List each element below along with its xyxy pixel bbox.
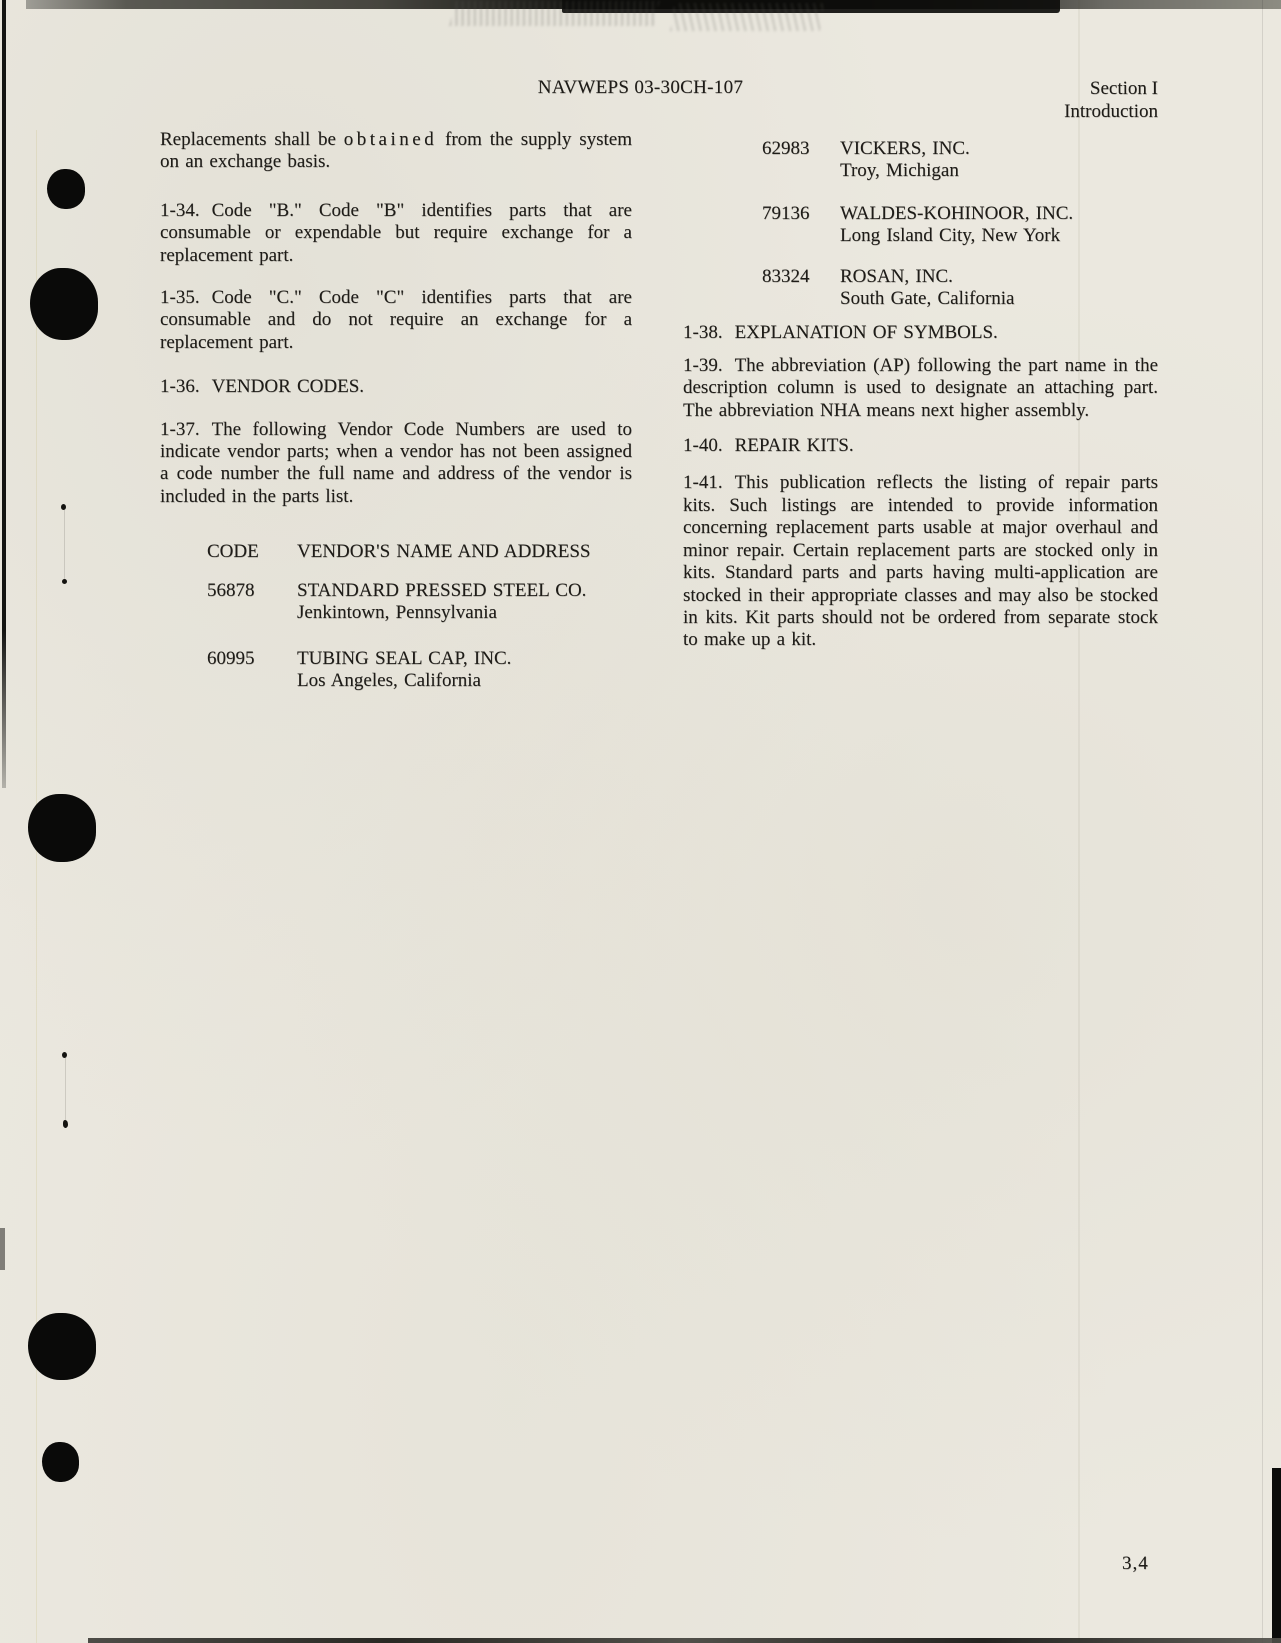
paragraph-text: The following Vendor Code Numbers are used to indicate vendor parts; when a vendor has not been assigned a code number the full name and address of the vendor is included in the parts list. xyxy=(160,418,632,507)
scan-edge-right xyxy=(1272,1468,1281,1643)
hole-punch xyxy=(42,1442,79,1482)
paragraph-text: The abbreviation (AP) following the part name in the description column is used to designate an attaching part. The abbreviation NHA means next higher assembly. xyxy=(683,354,1158,421)
vendor-address: South Gate, California xyxy=(840,288,1015,310)
paragraph-1-39 xyxy=(683,355,1158,422)
paragraph-1-35 xyxy=(160,287,632,354)
vendor-name-address xyxy=(840,138,1158,183)
vendor-table-right xyxy=(683,138,1158,310)
pencil-smudge xyxy=(449,1,659,26)
vendor-code: 79136 xyxy=(762,202,810,224)
heading-text: REPAIR KITS. xyxy=(734,435,854,457)
paragraph-1-34 xyxy=(160,200,632,267)
scratch-line xyxy=(65,1058,66,1124)
document-number: NAVWEPS 03-30CH-107 xyxy=(537,77,744,98)
heading-number: 1-40. xyxy=(683,435,723,457)
vendor-address: Jenkintown, Pennsylvania xyxy=(297,602,497,624)
right-column xyxy=(683,129,1158,652)
vendor-row xyxy=(683,138,1158,183)
scan-edge-left-dash xyxy=(0,1228,5,1270)
left-column xyxy=(160,129,632,692)
section-title: Section I xyxy=(1089,78,1158,99)
vendor-name-address xyxy=(297,648,632,693)
vendor-code: 56878 xyxy=(207,579,255,601)
scan-edge-bottom xyxy=(88,1638,1281,1643)
scan-edge-left xyxy=(2,0,6,788)
paragraph-number: 1-35. xyxy=(160,287,200,309)
vendor-address: Los Angeles, California xyxy=(297,669,481,691)
heading-text: EXPLANATION OF SYMBOLS. xyxy=(734,322,998,344)
heading-1-40 xyxy=(683,435,1158,457)
paragraph-text: Code "B." Code "B" identifies parts that are consumable or expendable but require exchange for a replacement part. xyxy=(160,199,632,266)
pencil-smudge xyxy=(670,3,824,31)
paragraph-number: 1-34. xyxy=(160,199,200,221)
vendor-name: WALDES-KOHINOOR, INC. xyxy=(840,202,1074,224)
hole-punch xyxy=(28,1313,96,1380)
vendor-name: ROSAN, INC. xyxy=(840,265,953,287)
vendor-row xyxy=(160,580,632,625)
vendor-row xyxy=(683,266,1158,311)
paper-crease xyxy=(36,130,37,1643)
vendor-code: 62983 xyxy=(762,138,810,159)
vendor-address: Troy, Michigan xyxy=(840,160,959,182)
paragraph-text: This publication reflects the listing of repair parts kits. Such listings are intended to provide information concerning replacement parts usable at major overhaul and minor repair. Certain replacement parts are stocked only in kits. Standard parts and parts having multi-application are stocked in their appropriate classes and may also be stocked in kits. Kit parts should not be ordered from separate stock to make up a kit. xyxy=(683,472,1158,651)
paragraph-1-41 xyxy=(683,472,1158,651)
vendor-row xyxy=(160,648,632,693)
vendor-name-address xyxy=(840,266,1158,311)
vendor-table-header xyxy=(160,541,632,563)
paragraph-1-37 xyxy=(160,419,632,509)
vendor-name-address xyxy=(840,203,1158,248)
vendor-name-address xyxy=(297,580,632,625)
vendor-address: Long Island City, New York xyxy=(840,225,1061,247)
paragraph-number: 1-37. xyxy=(160,418,200,440)
heading-number: 1-38. xyxy=(683,322,723,344)
vendor-code: 60995 xyxy=(207,647,255,669)
paper-edge-line xyxy=(1262,0,1263,1643)
code-column-header: CODE xyxy=(207,541,259,563)
section-subtitle: Introduction xyxy=(1064,101,1158,122)
vendor-name: STANDARD PRESSED STEEL CO. xyxy=(297,579,587,601)
paragraph-number: 1-39. xyxy=(683,354,723,376)
heading-1-38 xyxy=(683,322,1158,344)
paragraph-text: from the supply system on an exchange basis. xyxy=(160,129,632,173)
page-number: 3,4 xyxy=(1122,1553,1149,1574)
hole-punch xyxy=(47,169,85,209)
vendor-code: 83324 xyxy=(762,265,810,287)
vendor-row xyxy=(683,203,1158,248)
hole-punch xyxy=(30,268,98,340)
heading-1-36 xyxy=(160,376,632,398)
vendor-table-left xyxy=(160,541,632,692)
section-header xyxy=(1064,77,1158,123)
paragraph-intro xyxy=(160,129,632,174)
name-column-header: VENDOR'S NAME AND ADDRESS xyxy=(297,541,591,563)
heading-number: 1-36. xyxy=(160,376,200,398)
paragraph-text: Replacements shall be xyxy=(160,129,336,150)
hole-punch xyxy=(28,794,96,862)
paragraph-number: 1-41. xyxy=(683,472,723,494)
letterspaced-word: obtained xyxy=(343,129,438,150)
vendor-name: VICKERS, INC. xyxy=(840,138,970,159)
heading-text: VENDOR CODES. xyxy=(211,376,365,398)
vendor-name: TUBING SEAL CAP, INC. xyxy=(297,647,512,669)
scratch-line xyxy=(64,510,65,582)
paragraph-text: Code "C." Code "C" identifies parts that are consumable and do not require an exchange for a replacement part. xyxy=(160,287,632,353)
